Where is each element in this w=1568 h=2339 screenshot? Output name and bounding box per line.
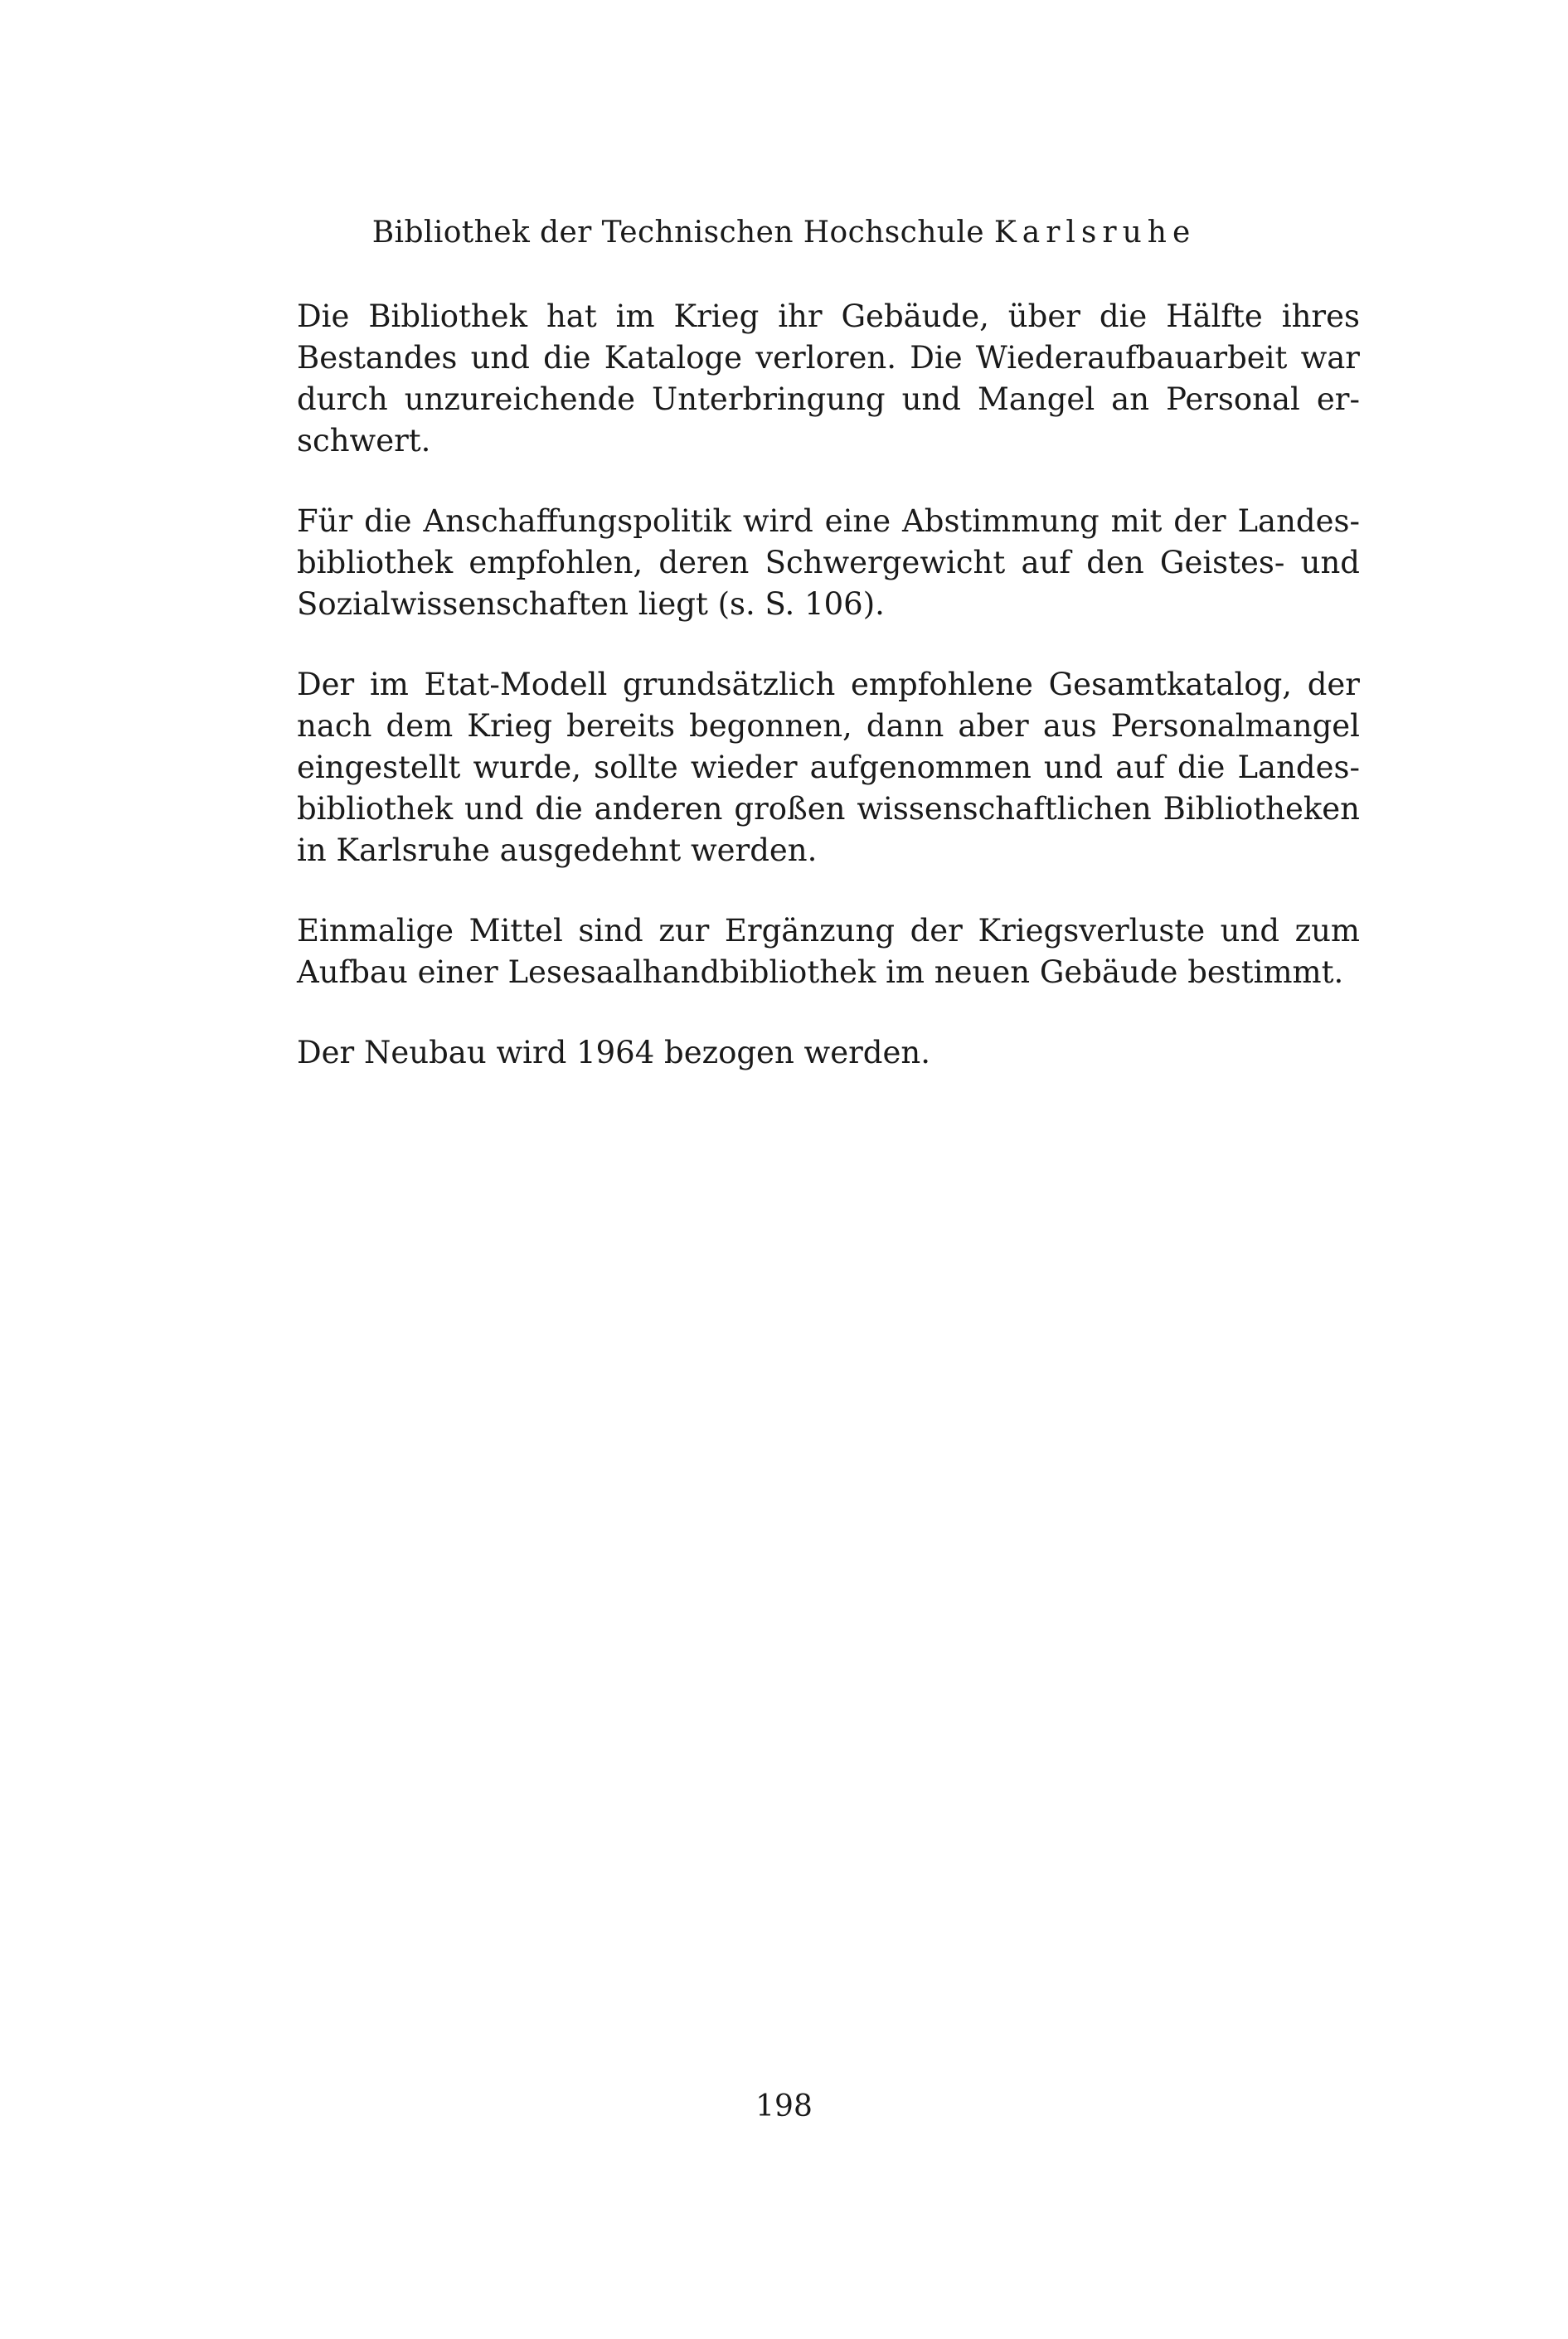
text-line: Die Bibliothek hat im Krieg ihr Gebäude, über die Hälfte ihres: [297, 298, 1360, 334]
text-line: Sozialwissenschaften liegt (s. S. 106).: [297, 586, 885, 622]
text-line: Einmalige Mittel sind zur Ergänzung der Kriegsverluste und zum: [297, 913, 1360, 949]
text-line: in Karlsruhe ausgedehnt werden.: [297, 832, 818, 868]
text-line: Bestandes und die Kataloge verloren. Die Wiederaufbauarbeit war: [297, 340, 1360, 376]
text-line: Der Neubau wird 1964 bezogen werden.: [297, 1035, 930, 1070]
paragraph-2: [297, 501, 1360, 625]
paragraph-4: [297, 910, 1360, 993]
heading-title: Bibliothek der Technischen Hochschule: [371, 216, 994, 250]
paragraph-1: [297, 296, 1360, 462]
text-line: Für die Anschaffungspolitik wird eine Abstimmung mit der Landes-: [297, 503, 1360, 539]
page-heading: [0, 213, 1568, 253]
text-line: durch unzureichende Unterbringung und Mangel an Personal er-: [297, 381, 1360, 417]
paragraph-5: [297, 1032, 1360, 1074]
page-number: 198: [755, 2089, 813, 2123]
text-line: Der im Etat-Modell grundsätzlich empfohlene Gesamtkatalog, der: [297, 667, 1360, 702]
text-line: bibliothek und die anderen großen wissenschaftlichen Bibliotheken: [297, 791, 1360, 827]
paragraph-3: [297, 664, 1360, 871]
text-line: Aufbau einer Lesesaalhandbibliothek im neuen Gebäude bestimmt.: [297, 954, 1344, 990]
text-line: eingestellt wurde, sollte wieder aufgenommen und auf die Landes-: [297, 750, 1360, 785]
text-line: bibliothek empfohlen, deren Schwergewicht auf den Geistes- und: [297, 545, 1360, 580]
text-line: nach dem Krieg bereits begonnen, dann aber aus Personalmangel: [297, 708, 1360, 744]
body-text: [297, 296, 1360, 1113]
text-line: schwert.: [297, 423, 431, 459]
heading-place: Karlsruhe: [993, 216, 1197, 250]
